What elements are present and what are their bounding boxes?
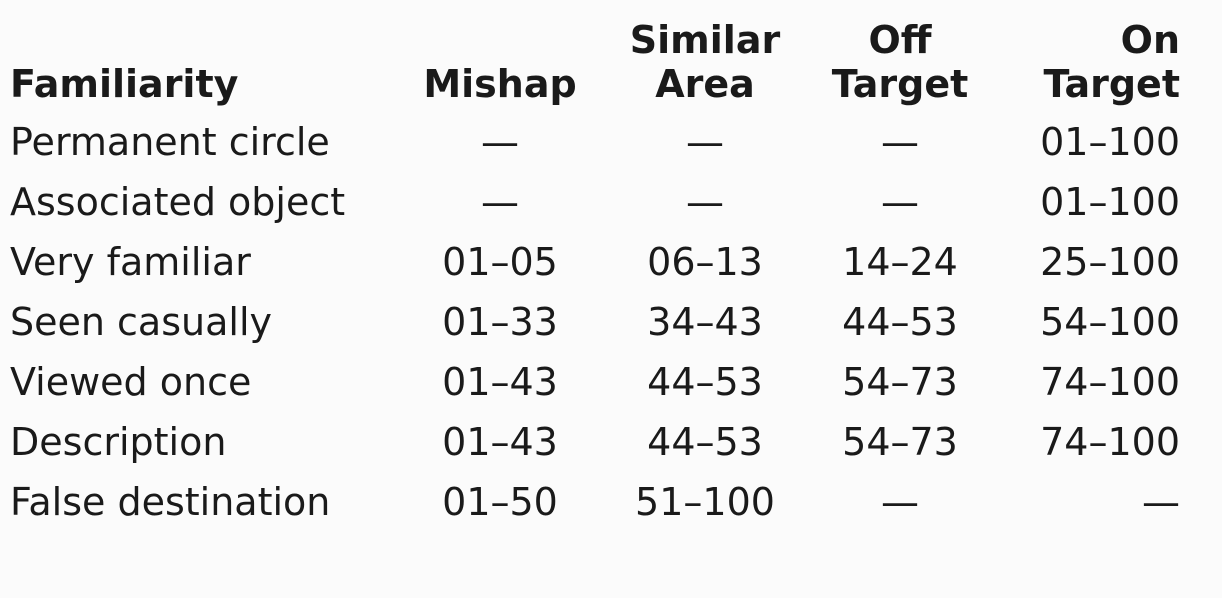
- teleport-familiarity-table: [10, 18, 1190, 532]
- cell-similar-area: 44–53: [647, 360, 763, 404]
- header-off-target-line1: Off: [868, 18, 932, 62]
- cell-similar-area: 34–43: [647, 300, 763, 344]
- table-row: [10, 412, 1190, 472]
- header-on-target-line2: Target: [1043, 62, 1180, 106]
- header-mishap-line1: Mishap: [423, 62, 577, 106]
- cell-on-target: 25–100: [1040, 240, 1180, 284]
- cell-off-target: 54–73: [842, 360, 958, 404]
- header-similar-area: [600, 18, 810, 112]
- cell-on-target: 54–100: [1040, 300, 1180, 344]
- cell-mishap: 01–50: [442, 480, 558, 524]
- cell-familiarity: Associated object: [10, 180, 346, 224]
- cell-similar-area: 51–100: [635, 480, 775, 524]
- table-row: [10, 232, 1190, 292]
- cell-on-target: 74–100: [1040, 420, 1180, 464]
- cell-mishap: 01–05: [442, 240, 558, 284]
- cell-mishap: —: [481, 180, 519, 224]
- header-off-target: [810, 18, 990, 112]
- cell-mishap: —: [481, 120, 519, 164]
- cell-on-target: 01–100: [1040, 120, 1180, 164]
- cell-similar-area: —: [686, 180, 724, 224]
- header-similar-area-line1: Similar: [629, 18, 781, 62]
- cell-familiarity: Viewed once: [10, 360, 252, 404]
- cell-on-target: —: [1142, 480, 1180, 524]
- cell-mishap: 01–43: [442, 420, 558, 464]
- table-row: [10, 172, 1190, 232]
- cell-off-target: —: [881, 120, 919, 164]
- header-mishap: [400, 18, 600, 112]
- header-familiarity: [10, 18, 400, 112]
- table-header: [10, 18, 1190, 112]
- table-row: [10, 352, 1190, 412]
- cell-similar-area: 06–13: [647, 240, 763, 284]
- table-row: [10, 112, 1190, 172]
- cell-off-target: —: [881, 480, 919, 524]
- cell-mishap: 01–43: [442, 360, 558, 404]
- cell-mishap: 01–33: [442, 300, 558, 344]
- header-off-target-line2: Target: [831, 62, 969, 106]
- cell-similar-area: —: [686, 120, 724, 164]
- cell-similar-area: 44–53: [647, 420, 763, 464]
- header-on-target-line1: On: [1120, 18, 1180, 62]
- cell-off-target: 44–53: [842, 300, 958, 344]
- cell-familiarity: Seen casually: [10, 300, 272, 344]
- cell-familiarity: Description: [10, 420, 227, 464]
- cell-familiarity: Permanent circle: [10, 120, 330, 164]
- header-row: [10, 18, 1190, 112]
- header-familiarity-line1: Familiarity: [10, 62, 239, 106]
- table-row: [10, 472, 1190, 532]
- cell-off-target: 54–73: [842, 420, 958, 464]
- cell-on-target: 74–100: [1040, 360, 1180, 404]
- cell-off-target: —: [881, 180, 919, 224]
- cell-familiarity: Very familiar: [10, 240, 251, 284]
- table-row: [10, 292, 1190, 352]
- header-on-target: [990, 18, 1190, 112]
- cell-on-target: 01–100: [1040, 180, 1180, 224]
- header-similar-area-line2: Area: [655, 62, 755, 106]
- cell-off-target: 14–24: [842, 240, 958, 284]
- cell-familiarity: False destination: [10, 480, 331, 524]
- table-body: [10, 112, 1190, 532]
